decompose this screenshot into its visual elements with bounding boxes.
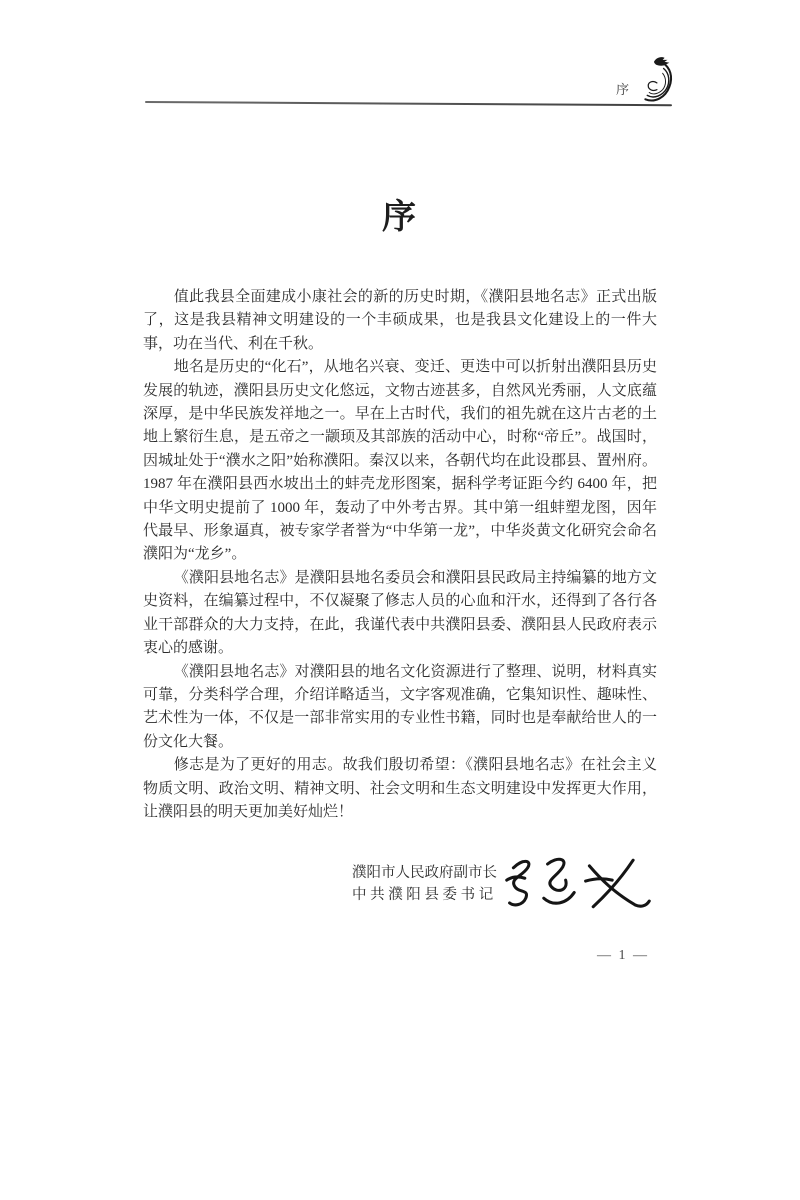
signature-title: 中共濮阳县委书记	[352, 887, 497, 903]
signature-handwriting	[502, 848, 654, 918]
paragraph: 地名是历史的“化石”，从地名兴衰、变迁、更迭中可以折射出濮阳县历史发展的轨迹，濮阳县历史文化悠远，文物古迹甚多，自然风光秀丽，人文底蕴深厚，是中华民族发祥地之一。早在上古时代，我们的祖先就在这片古老的土地上繁衍生息，是五帝之一颛顼及其部族的活动中心，时称“帝丘”。战国时，因城址处于“濮水之阳”始称濮阳。秦汉以来，各朝代均在此设郡县、置州府。1987 年在濮阳县西水坡出土的蚌壳龙形图案，据科学考证距今约 6400 年，把中华文明史提前了 1000 年，轰动了中外考古界。其中第一组蚌塑龙图，因年代最早、形象逼真，被专家学者誉为“中华第一龙”，中华炎黄文化研究会命名濮阳为“龙乡”。	[143, 359, 657, 563]
header-corner	[610, 56, 674, 108]
signature-block	[352, 850, 654, 918]
signature-title: 濮阳市人民政府副市长	[352, 864, 497, 881]
body-text	[143, 286, 657, 824]
dragon-swirl-icon	[634, 56, 674, 106]
page-title: 序	[382, 199, 418, 236]
header-divider	[145, 101, 672, 106]
header-corner-label: 序	[616, 82, 631, 97]
page-number: — 1 —	[597, 948, 649, 963]
paragraph: 值此我县全面建成小康社会的新的历史时期，《濮阳县地名志》正式出版了，这是我县精神文明建设的一个丰硕成果，也是我县文化建设上的一件大事，功在当代、利在千秋。	[143, 289, 657, 352]
paragraph: 《濮阳县地名志》对濮阳县的地名文化资源进行了整理、说明，材料真实可靠，分类科学合理，介绍详略适当，文字客观准确，它集知识性、趣味性、艺术性为一体，不仅是一部非常实用的专业性书籍，同时也是奉献给世人的一份文化大餐。	[143, 663, 657, 750]
paragraph: 《濮阳县地名志》是濮阳县地名委员会和濮阳县民政局主持编纂的地方文史资料，在编纂过程中，不仅凝聚了修志人员的心血和汗水，还得到了各行各业干部群众的大力支持，在此，我谨代表中共濮阳县委、濮阳县人民政府表示衷心的感谢。	[143, 569, 657, 657]
paragraph: 修志是为了更好的用志。故我们殷切希望：《濮阳县地名志》在社会主义物质文明、政治文明、精神文明、社会文明和生态文明建设中发挥更大作用，让濮阳县的明天更加美好灿烂！	[143, 757, 657, 820]
signature-titles	[352, 862, 497, 907]
